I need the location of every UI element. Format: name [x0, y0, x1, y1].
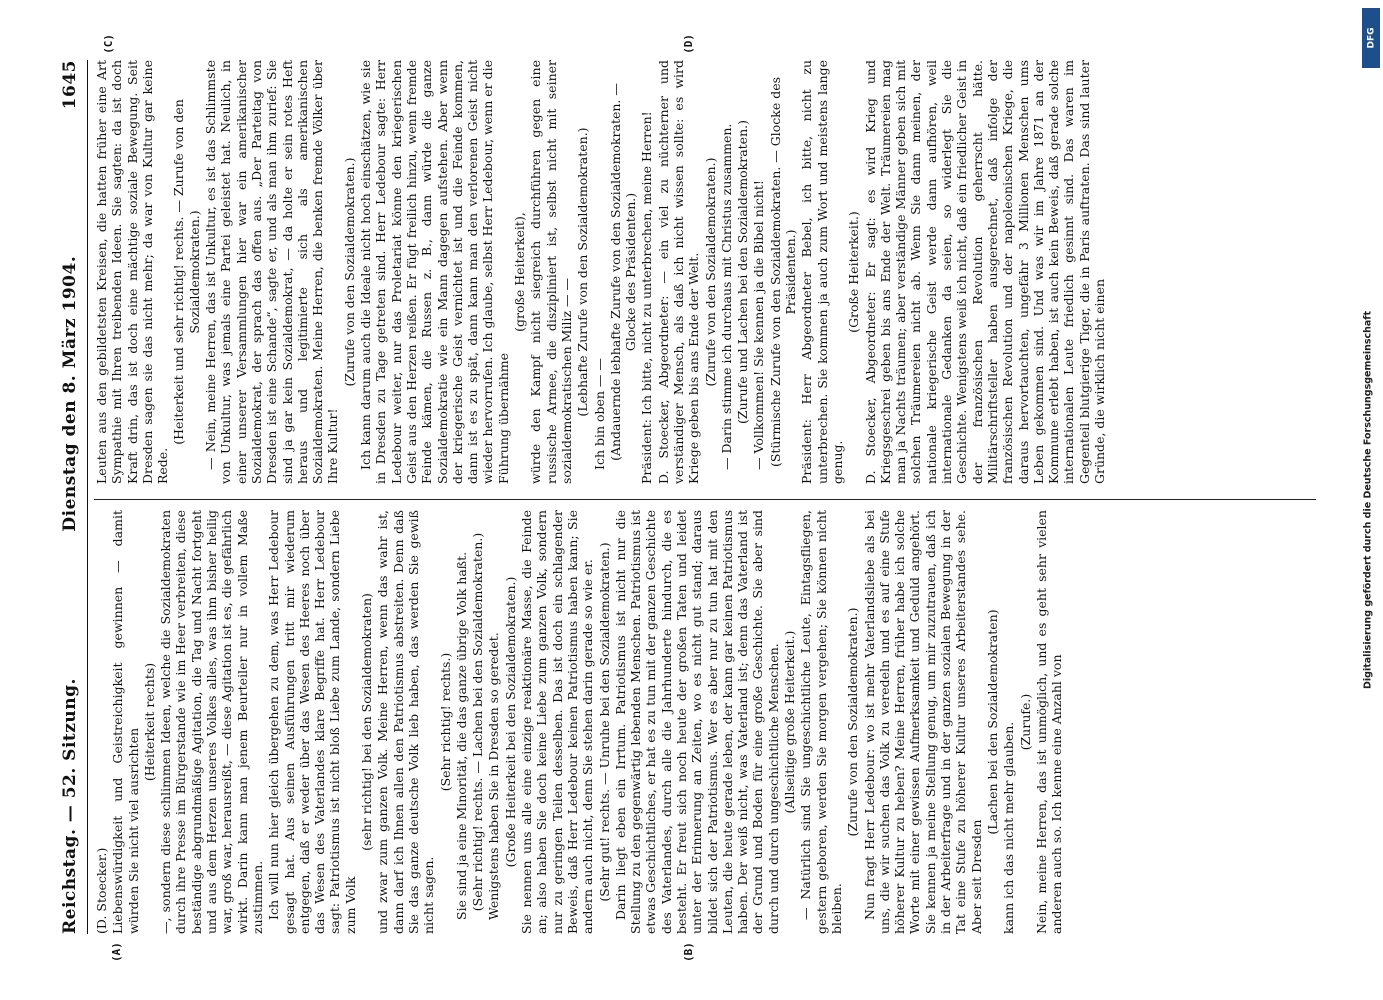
paragraph: (Lachen bei den Sozialdemokraten)	[984, 609, 1000, 835]
paragraph: (Heiterkeit und sehr richtig! rechts. — Zurufe von den Sozialdemokraten.)	[170, 99, 202, 445]
paragraph: und zwar zum ganzen Volk. Meine Herren, wenn das wahr ist, dann darf ich Ihnen allen den Patriotismus abstreiten. Denn daß Sie das ganze deutsche Volk lieb haben, das werden Sie gewiß nicht sagen.	[374, 510, 436, 934]
paragraph: (Zurufe von den Sozialdemokraten.)	[702, 157, 718, 387]
right-column	[94, 60, 1316, 484]
paragraph: — Natürlich sind Sie ungeschichtliche Leute, Eintagsfliegen, gestern geboren, werden Sie morgen vergehen; Sie können nicht bleiben.	[797, 510, 844, 934]
page-header	[60, 60, 82, 934]
paragraph: Leuten aus den gebildetsten Kreisen, die hatten früher eine Art Sympathie mit Ihren treibenden Ideen. Sie sagten: da ist doch Kraft drin, das ist doch eine mächtige soziale Bewegung. Seit Dresden sagen sie das nicht mehr; da war von Kultur gar keine Rede.	[93, 60, 170, 484]
paragraph: — Nein, meine Herren, das ist Unkultur, es ist das Schlimmste von Unkultur, was jemals eine Partei geleistet hat. Neulich, in einer unserer Versammlungen hier war ein amerikanischer Sozialdemokrat, der sprach das offen aus. „Der Parteitag von Dresden ist eine Schande“, sagte er, und als man ihm zurief: Sie sind ja gar kein Sozialdemokrat, — da holte er sein rotes Heft heraus und legitimierte sich als amerikanischen Sozialdemokraten. Meine Herren, die benken fremde Völker über Ihre Kultur!	[202, 60, 340, 484]
document-page	[42, 30, 1342, 970]
paragraph: D. Stoecker, Abgeordneter: — ein viel zu nüchterner und verständiger Mensch, als daß ich nicht wissen sollte: es wird Kriege geben bis ans Ende der Welt.	[655, 60, 701, 484]
paragraph: (Allseitige große Heiterkeit.)	[781, 630, 797, 814]
paragraph: (Heiterkeit rechts)	[141, 662, 157, 782]
paragraph: Ich kann darum auch die Ideale nicht hoch einschätzen, wie sie in Dresden zu Tage getreten sind. Herr Ledebour sagte: Herr Ledebour weiter, nur das Proletariat könne den kriegerischen Geist aus den Herzen reißen. Er fügt freilich hinzu, wenn fremde Feinde kämen, die Russen z. B., dann würde die ganze Sozialdemokratie wie ein Mann dagegen aufstehen. Aber wenn der kriegerische Geist vernichtet ist und die Feinde kommen, dann ist es zu spät, dann kann man den verlorenen Geist nicht wieder hervorrufen. Ich glaube, selbst Herr Ledebour, wenn er die Führung übernähme	[357, 60, 511, 484]
margin-marker-c: (C)	[101, 34, 115, 54]
paragraph: Nein, meine Herren, das ist unmöglich, und es geht sehr vielen anderen auch so. Ich kenne eine Anzahl von	[1033, 510, 1064, 934]
paragraph: Nun fragt Herr Ledebour: wo ist mehr Vaterlandsliebe als bei uns, die wir suchen das Volk zu veredeln und es auf eine Stufe höherer Kultur zu heben? Meine Herren, früher habe ich solche Worte mit einer gewissen Aufmerksamkeit und Geduld angehört. Sie kennen ja meine Stellung genug, um mir zuzutrauen, daß ich in der Arbeiterfrage und in der ganzen sozialen Bewegung in der Tat eine Stufe zu höherer Kultur unseres Arbeiterstandes sehe. Aber seit Dresden	[861, 510, 984, 934]
paragraph: Präsident: Herr Abgeordneter Bebel, ich bitte, nicht zu unterbrechen. Sie kommen ja auch zum Wort und meistens lange genug.	[798, 60, 845, 484]
paragraph: Wenigstens haben Sie in Dresden so geredet.	[485, 632, 501, 920]
header-rule	[87, 60, 88, 934]
paragraph: kann ich das nicht mehr glauben.	[1000, 721, 1016, 934]
paragraph: (Sehr richtig! rechts. — Lachen bei den Sozialdemokraten.)	[469, 532, 485, 912]
paragraph: (Große Heiterkeit bei den Sozialdemokraten.)	[502, 576, 518, 868]
logo-text: DFG	[1366, 27, 1377, 49]
paragraph: (sehr richtig! bei den Sozialdemokraten)	[358, 593, 374, 851]
paragraph: (D. Stoecker.)	[93, 847, 109, 934]
page-number: 1645	[59, 60, 80, 110]
text-columns	[94, 60, 1316, 934]
paragraph: Sie sind ja eine Minorität, die das ganze übrige Volk haßt.	[453, 551, 469, 920]
paragraph: (Lebhafte Zurufe von den Sozialdemokraten.)	[574, 127, 590, 417]
paragraph: (große Heiterkeit),	[511, 212, 527, 332]
paragraph: (Sehr richtig! rechts.)	[437, 652, 453, 792]
margin-marker-d: (D)	[681, 34, 695, 54]
paragraph: Sie nennen uns alle eine einzige reaktionäre Masse, die Feinde an; also haben Sie doch keine Liebe zum ganzen Volk, sondern nur zu geringen Teilen desselben. Das ist doch ein schlagender Beweis, daß Herr Ledebour keinen Patriotismus haben kann; Sie andern auch nicht, denn Sie stehen darin gerade so wie er.	[518, 510, 595, 934]
paragraph: (Große Heiterkeit.)	[845, 211, 861, 333]
paragraph: Ich bin oben — —	[591, 358, 606, 470]
side-note-text: Digitalisierung gefördert durch die Deutsche Forschungsgemeinschaft	[1362, 311, 1374, 689]
paragraph: (Andauernde lebhafte Zurufe von den Sozialdemokraten. — Glocke des Präsidenten.)	[607, 83, 638, 461]
left-column	[94, 510, 1316, 934]
paragraph: Darin liegt eben ein Irrtum. Patriotismus ist nicht nur die Stellung zu den gegenwärtig lebenden Menschen. Patriotismus ist etwas Geschichtliches, er hat es zu tun mit der ganzen Geschichte des Vaterlandes, durch alle die Jahrhunderte hindurch, die es besteht. Er freut sich noch heute der großen Taten und leidet unter der Erinnerung an Zeiten, wo es nicht gut stand; daraus bildet sich der Patriotismus. Wer es aber nur zu tun hat mit den Leuten, die heute gerade leben, der kann gar keinen Patriotismus haben. Der weiß nicht, was Vaterland ist; denn das Vaterland ist der Grund und Boden für eine große Geschichte. Sie aber sind durch und durch ungeschichtliche Menschen.	[612, 510, 781, 934]
margin-marker-a: (A)	[109, 942, 123, 962]
paragraph: D. Stoecker, Abgeordneter: Er sagt: es wird Krieg und Kriegsgeschrei geben bis ans Ende der Welt. Träumereien mag man ja Nachts träumen; aber verständige Männer geben sich mit solchen Träumereien nicht ab. Wenn Sie dann meinen, der nationale kriegerische Geist werde dann aufhören, weil internationale Gedanken da seien, so widerlegt Sie die Geschichte. Wenigstens weiß ich nicht, daß ein friedlicher Geist in der französischen Revolution geherrscht hätte. Militärschriftsteller haben ausgerechnet, daß infolge der französischen Revolution und der napoleonischen Kriege, die daraus hervortauchten, ungefähr 3 Millionen Menschen ums Leben gekommen sind. Und was wir im Jahre 1871 an der Kommune erlebt haben, ist auch kein Beweis, daß gerade solche internationalen Leute friedlich gesinnt sind. Das waren im Gegenteil blutgierige Tiger, die in Paris auftraten. Das sind lauter Gründe, die wirklich nicht einen	[862, 60, 1107, 484]
paragraph: würde den Kampf nicht siegreich durchführen gegen eine russische Armee, die diszipliniert ist, selbst nicht mit seiner sozialdemokratischen Miliz — —	[527, 60, 574, 484]
paragraph: Ich will nun hier gleich übergehen zu dem, was Herr Ledebour gesagt hat. Aus seinen Ausführungen tritt mir wiederum entgegen, daß er weder über das Wesen des Heeres noch über das Wesen des Vaterlandes klare Begriffe hat. Herr Ledebour sagt: Patriotismus ist nicht bloß Liebe zum Lande, sondern Liebe zum Volk	[265, 510, 358, 934]
paragraph: Liebenswürdigkeit und Geistreichigkeit gewinnen — damit würden Sie nicht viel ausrichten	[109, 510, 141, 934]
paragraph: (Zurufe von den Sozialdemokraten.)	[844, 607, 860, 837]
margin-marker-b: (B)	[681, 942, 695, 962]
side-note	[1357, 0, 1379, 1000]
paragraph: (Zurufe und Lachen bei den Sozialdemokraten.)	[734, 120, 750, 424]
paragraph: (Stürmische Zurufe von den Sozialdemokraten. — Glocke des Präsidenten.)	[767, 76, 798, 468]
paragraph: (Zurufe von den Sozialdemokraten.)	[341, 157, 357, 387]
paragraph: —, sondern diese schlimmen Ideen, welche die Sozialdemokraten durch ihre Presse im Bürgerstande wie im Heer verbreiten, diese beständige abgrundmäßige Agitation, die Tag und Nacht fortgeht und aus dem Herzen unseres Volkes alles, was ihm bisher heilig war, groß war, herausreißt, — diese Agitation ist es, die gefährlich wirkt. Darin kann man jenem Beurteiler nur in vollem Maße zustimmen.	[157, 510, 265, 934]
paragraph: — Darin stimme ich durchaus mit Christus zusammen.	[718, 123, 734, 470]
header-left: Reichstag. — 52. Sitzung.	[59, 678, 80, 934]
header-center: Dienstag den 8. März 1904.	[59, 255, 80, 532]
paragraph: Präsident: Ich bitte, nicht zu unterbrechen, meine Herren!	[638, 111, 654, 484]
paragraph: (Zurufe.)	[1017, 693, 1033, 751]
paragraph: — Vollkommen! Sie kennen ja die Bibel nicht!	[750, 180, 766, 470]
paragraph: (Sehr gut! rechts. — Unruhe bei den Sozialdemokraten.)	[596, 542, 611, 902]
